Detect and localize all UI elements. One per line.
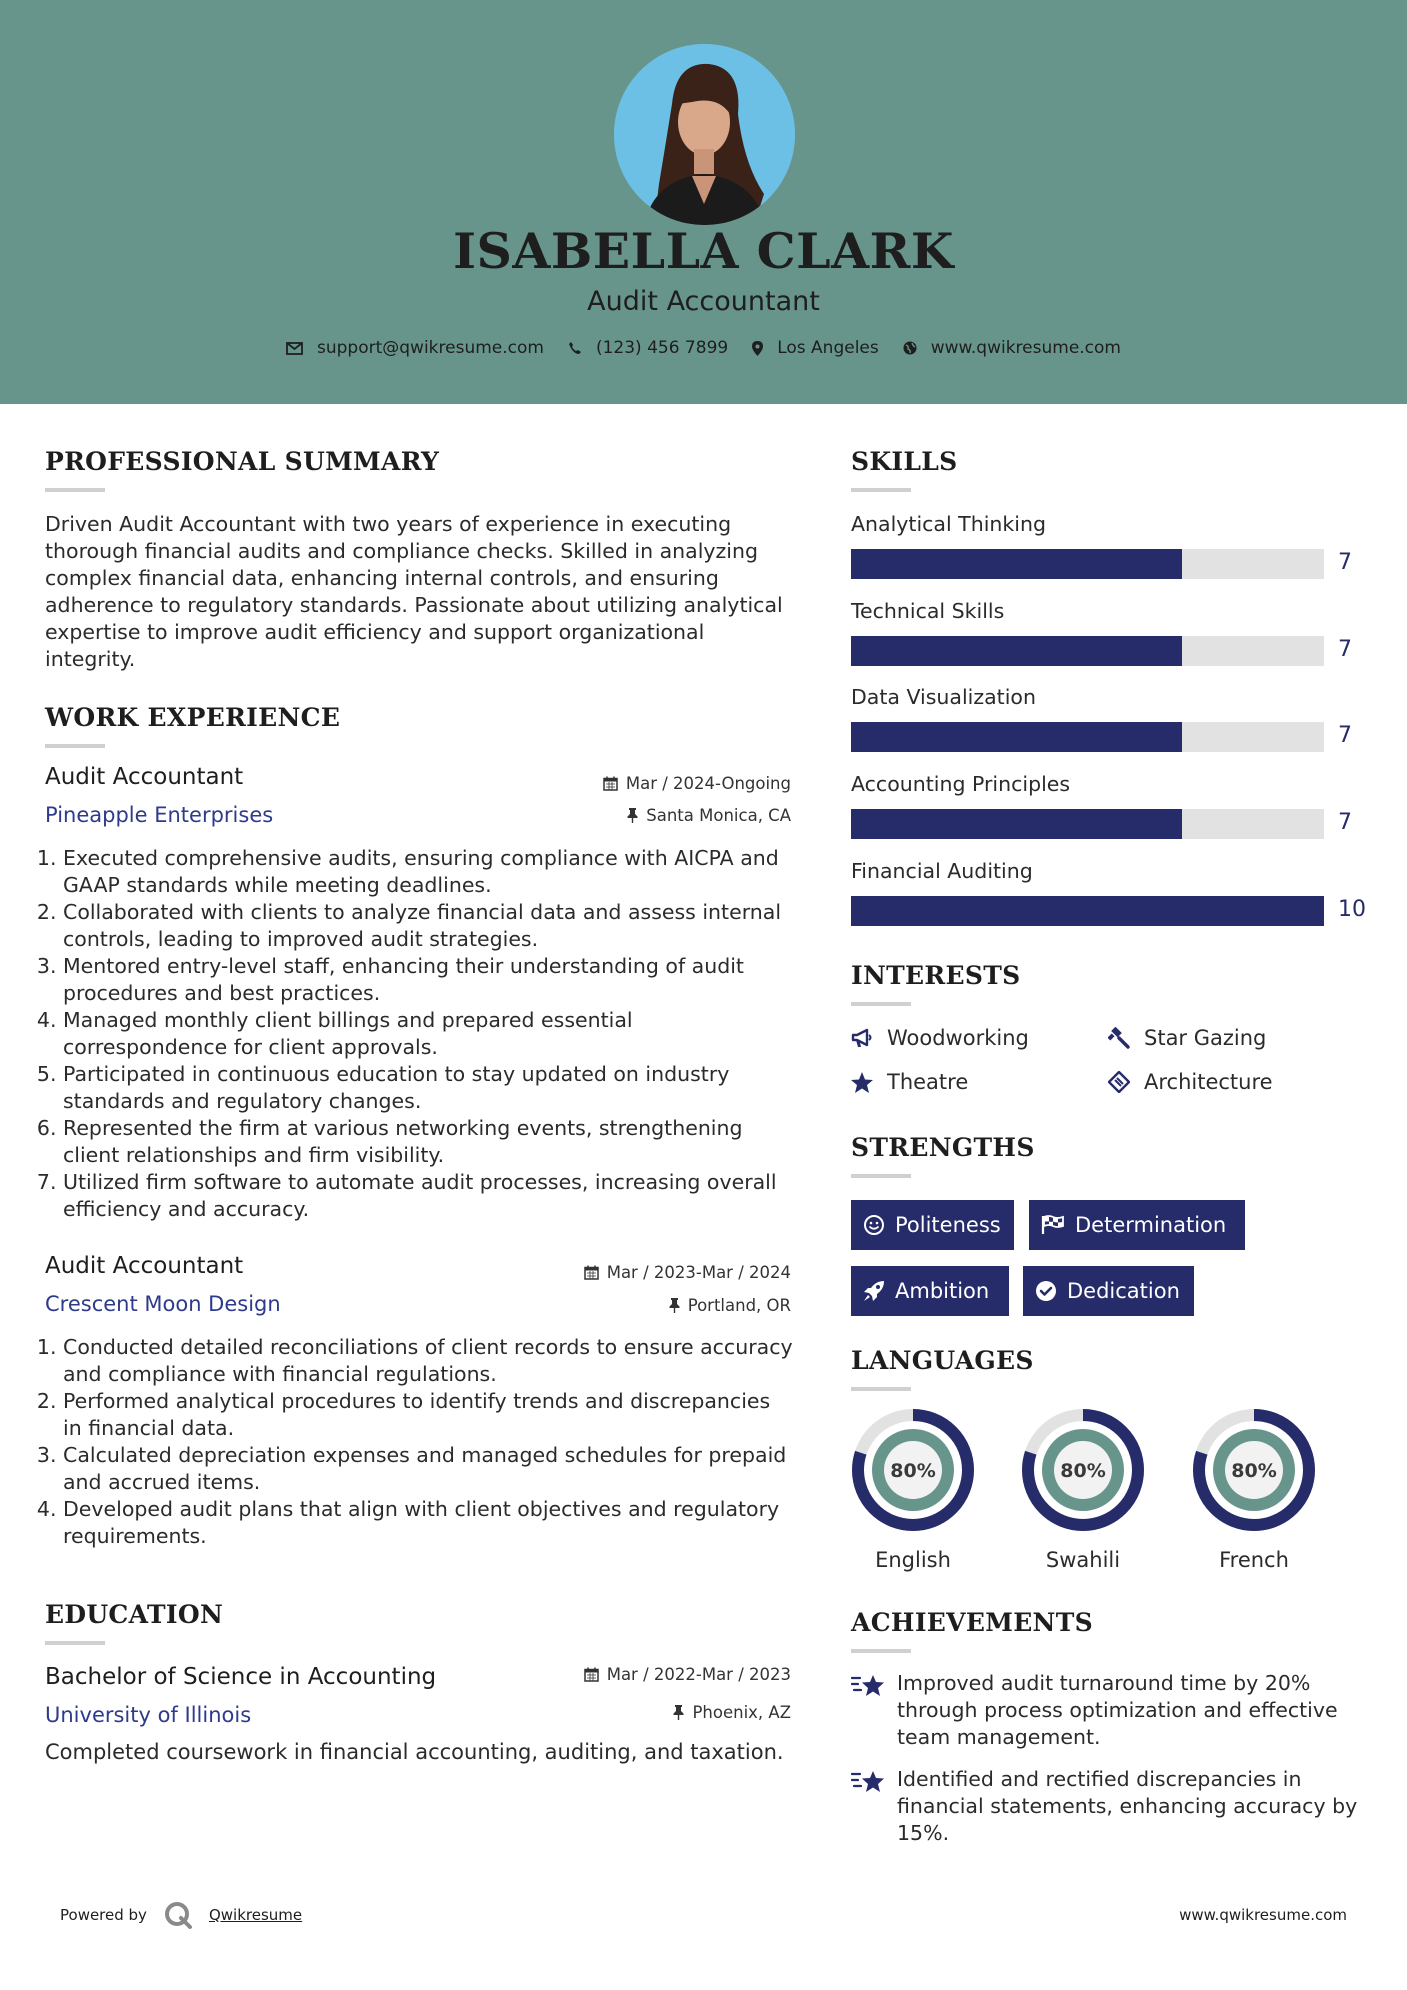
- language-percent: 80%: [1231, 1460, 1277, 1482]
- job-2-dates: [500, 1263, 791, 1282]
- candidate-name: ISABELLA CLARK: [453, 222, 954, 280]
- job-1-company: Pineapple Enterprises: [45, 803, 274, 827]
- education-dates-text: Mar / 2022-Mar / 2023: [606, 1665, 791, 1684]
- envelope-icon: [286, 342, 303, 355]
- education-degree: Bachelor of Science in Accounting: [45, 1664, 437, 1690]
- job-1-location: [500, 806, 791, 825]
- list-item: 4. Managed monthly client billings and prepared essential correspondence for client approvals.: [63, 1007, 795, 1061]
- pushpin-icon: [627, 808, 638, 823]
- job-2-dates-text: Mar / 2023-Mar / 2024: [606, 1263, 791, 1282]
- skill-value: 7: [1338, 550, 1352, 575]
- strength-ambition: [851, 1266, 1009, 1316]
- email-text: support@qwikresume.com: [317, 338, 544, 358]
- strength-label: Dedication: [1067, 1279, 1180, 1303]
- list-item: 2. Performed analytical procedures to identify trends and discrepancies in financial data.: [63, 1388, 795, 1442]
- megaphone-icon: [851, 1028, 873, 1048]
- list-item: 7. Utilized firm software to automate audit processes, increasing overall efficiency and accuracy.: [63, 1169, 795, 1223]
- education-description: Completed coursework in financial accounting, auditing, and taxation.: [45, 1740, 784, 1764]
- list-item: 5. Participated in continuous education to stay updated on industry standards and regulatory changes.: [63, 1061, 795, 1115]
- list-item: 3. Calculated depreciation expenses and managed schedules for prepaid and accrued items.: [63, 1442, 795, 1496]
- strengths-underline: [851, 1174, 911, 1178]
- contact-location: [752, 338, 879, 358]
- rocket-icon: [863, 1280, 885, 1302]
- contact-website[interactable]: [903, 338, 1121, 358]
- interest-woodworking: [851, 1026, 1029, 1050]
- brand-link[interactable]: Qwikresume: [208, 1906, 303, 1924]
- languages-underline: [851, 1387, 911, 1391]
- language-label: French: [1219, 1548, 1289, 1572]
- strength-label: Determination: [1075, 1213, 1227, 1237]
- contact-phone[interactable]: [568, 338, 728, 358]
- skill-value: 7: [1338, 636, 1352, 662]
- language-label: English: [875, 1548, 951, 1572]
- language-percent: 80%: [1060, 1460, 1106, 1482]
- experience-heading: WORK EXPERIENCE: [45, 703, 341, 732]
- skill-label: Data Visualization: [851, 685, 1036, 710]
- education-location: [500, 1703, 791, 1722]
- achievement-item: [851, 1766, 1371, 1847]
- summary-underline: [45, 488, 105, 492]
- interests-heading: INTERESTS: [851, 961, 1021, 990]
- skill-bar-track: [851, 809, 1324, 839]
- star-icon: [851, 1072, 873, 1093]
- skill-label: Analytical Thinking: [851, 512, 1046, 536]
- check-circle-icon: [1035, 1280, 1057, 1302]
- education-dates: [500, 1665, 791, 1684]
- language-swahili: [1021, 1408, 1145, 1572]
- job-2-location-text: Portland, OR: [687, 1296, 791, 1315]
- list-item: 3. Mentored entry-level staff, enhancing their understanding of audit procedures and best practices.: [63, 953, 795, 1007]
- strength-label: Ambition: [895, 1279, 990, 1303]
- phone-text: (123) 456 7899: [595, 338, 729, 358]
- map-marker-icon: [752, 341, 763, 356]
- strength-label: Politeness: [895, 1213, 1001, 1237]
- language-english: [851, 1408, 975, 1572]
- pushpin-icon: [673, 1705, 684, 1720]
- calendar-icon: [584, 1265, 599, 1280]
- strength-dedication: [1023, 1266, 1194, 1316]
- website-text: www.qwikresume.com: [930, 338, 1121, 358]
- footer-powered-by: [60, 1900, 302, 1930]
- footer-url[interactable]: www.qwikresume.com: [1179, 1906, 1347, 1924]
- list-item: 1. Conducted detailed reconciliations of client records to ensure accuracy and compliance with financial regulations.: [63, 1334, 795, 1388]
- achievements-heading: ACHIEVEMENTS: [851, 1608, 1093, 1637]
- language-percent: 80%: [890, 1460, 936, 1482]
- job-1-dates-text: Mar / 2024-Ongoing: [625, 774, 791, 793]
- job-1-bullets: [45, 845, 795, 1223]
- resume-header: [0, 0, 1407, 404]
- summary-text: Driven Audit Accountant with two years of experience in executing thorough financial audits and compliance checks. Skilled in analyzing complex financial data, enhancing internal controls, and ensuring adherence to regulatory standards. Passionate about utilizing analytical expertise to improve audit efficiency and support organizational integrity.: [45, 512, 783, 671]
- achievements-underline: [851, 1649, 911, 1653]
- skill-bar-track: [851, 722, 1324, 752]
- strength-politeness: [851, 1200, 1014, 1250]
- skill-bar-fill: [851, 896, 1324, 926]
- skill-value: 7: [1338, 723, 1352, 749]
- shooting-star-icon: [851, 1672, 885, 1700]
- job-1-role: Audit Accountant: [45, 764, 244, 790]
- skill-bar-track: [851, 549, 1324, 579]
- interest-star-gazing: [1108, 1026, 1266, 1050]
- list-item: 6. Represented the firm at various networking events, strengthening client relationships and firm visibility.: [63, 1115, 795, 1169]
- language-label: Swahili: [1045, 1548, 1121, 1572]
- education-location-text: Phoenix, AZ: [692, 1703, 791, 1722]
- smile-icon: [863, 1214, 885, 1236]
- languages-heading: LANGUAGES: [851, 1346, 1034, 1375]
- summary-heading: PROFESSIONAL SUMMARY: [45, 447, 440, 476]
- calendar-icon: [584, 1667, 599, 1682]
- ticket-icon: [1108, 1071, 1130, 1093]
- qwikresume-logo-icon: [163, 1900, 193, 1930]
- skill-value: 7: [1338, 810, 1352, 836]
- list-item: 1. Executed comprehensive audits, ensuring compliance with AICPA and GAAP standards while meeting deadlines.: [63, 845, 795, 899]
- job-1-dates: [500, 774, 791, 793]
- pushpin-icon: [669, 1298, 680, 1313]
- experience-underline: [45, 744, 105, 748]
- interest-label: Woodworking: [887, 1026, 1029, 1050]
- skill-label: Financial Auditing: [851, 858, 1033, 883]
- language-donut: [851, 1408, 975, 1532]
- skill-bar-track: [851, 896, 1324, 926]
- contact-bar: [0, 338, 1407, 358]
- job-1-location-text: Santa Monica, CA: [646, 806, 791, 825]
- skill-bar-fill: [851, 549, 1182, 579]
- education-school: University of Illinois: [45, 1703, 252, 1727]
- skill-bar-track: [851, 636, 1324, 666]
- job-2-location: [500, 1296, 791, 1315]
- skill-bar-fill: [851, 809, 1182, 839]
- achievement-text: Improved audit turnaround time by 20% through process optimization and effective team management.: [897, 1671, 1338, 1749]
- achievement-text: Identified and rectified discrepancies in financial statements, enhancing accuracy by 15%.: [897, 1767, 1358, 1845]
- powered-by-text: Powered by: [60, 1906, 147, 1924]
- interest-label: Architecture: [1144, 1070, 1273, 1094]
- job-2-role: Audit Accountant: [45, 1253, 244, 1279]
- contact-email[interactable]: [286, 338, 544, 358]
- interest-theatre: [851, 1070, 968, 1094]
- location-text: Los Angeles: [777, 338, 879, 358]
- list-item: 4. Developed audit plans that align with client objectives and regulatory requirements.: [63, 1496, 795, 1550]
- skill-value: 10: [1338, 896, 1366, 922]
- education-underline: [45, 1641, 105, 1645]
- skill-bar-fill: [851, 722, 1182, 752]
- achievement-item: [851, 1670, 1371, 1751]
- flag-icon: [1041, 1215, 1065, 1235]
- skill-bar-fill: [851, 636, 1182, 666]
- interest-label: Star Gazing: [1144, 1026, 1267, 1050]
- education-heading: EDUCATION: [45, 1600, 224, 1629]
- globe-icon: [903, 341, 917, 355]
- strength-determination: [1029, 1200, 1245, 1250]
- language-donut: [1192, 1408, 1316, 1532]
- skills-underline: [851, 488, 911, 492]
- phone-icon: [568, 341, 582, 355]
- skill-label: Technical Skills: [851, 598, 1005, 623]
- skill-label: Accounting Principles: [851, 772, 1071, 797]
- candidate-title: Audit Accountant: [587, 286, 820, 317]
- gavel-icon: [1108, 1027, 1130, 1049]
- job-2-bullets: [45, 1334, 795, 1550]
- profile-photo: [614, 44, 795, 225]
- calendar-icon: [603, 776, 618, 791]
- interest-architecture: [1108, 1070, 1273, 1094]
- skills-heading: SKILLS: [851, 447, 958, 476]
- language-donut: [1021, 1408, 1145, 1532]
- list-item: 2. Collaborated with clients to analyze financial data and assess internal controls, leading to improved audit strategies.: [63, 899, 795, 953]
- strengths-heading: STRENGTHS: [851, 1133, 1035, 1162]
- shooting-star-icon: [851, 1768, 885, 1796]
- language-french: [1192, 1408, 1316, 1572]
- job-2-company: Crescent Moon Design: [45, 1292, 281, 1316]
- interests-underline: [851, 1002, 911, 1006]
- interest-label: Theatre: [887, 1070, 969, 1094]
